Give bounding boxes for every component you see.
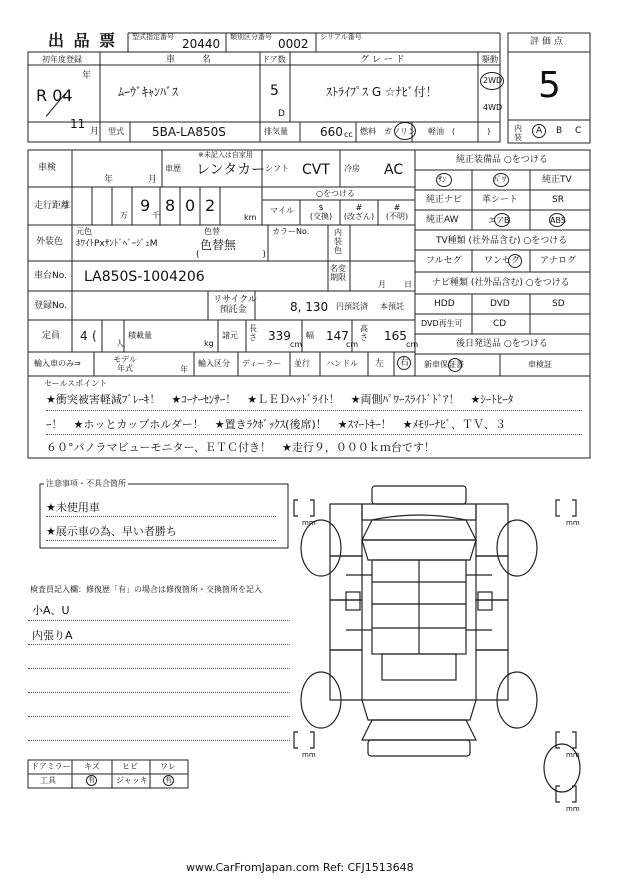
equip-sunroof: ｻﾝ — [438, 175, 446, 184]
tv-label: TV種類 (社外品含む) ○をつける — [436, 236, 568, 246]
form-title: 出 品 票 — [48, 31, 118, 50]
sales-rule-2 — [46, 434, 582, 435]
check-jack-value: 有 — [165, 776, 172, 784]
car-name-label: 車 名 — [166, 55, 223, 65]
mileage-digit-6: 2 — [205, 196, 216, 215]
check-mirror: ドアミラー — [31, 762, 71, 771]
first-reg-month-unit: 月 — [90, 127, 100, 137]
category-label: 類別区分番号 — [230, 33, 272, 41]
name-change-label: 名変期限 — [330, 264, 346, 282]
mileage-digit-4: 8 — [165, 196, 176, 215]
tampered-label: # (改ざん) — [343, 203, 375, 221]
chassis-value: LA850S-1004206 — [84, 269, 205, 285]
length-value: 339 — [268, 329, 291, 343]
notes-line-1: ★未使用車 — [46, 501, 100, 514]
check-jack: ジャッキ — [116, 776, 148, 785]
navi-hdd: HDD — [434, 299, 455, 309]
tire-fl-mm: mm — [302, 519, 316, 527]
inspector-rule-4 — [28, 692, 290, 693]
man-unit: 万 — [120, 211, 128, 220]
tire-fr-mm: mm — [566, 519, 580, 527]
recycle-paid: 円預託済 — [336, 302, 368, 311]
dims-label: 諸元 — [222, 331, 238, 340]
later-warranty: 新車保証書 — [424, 360, 464, 369]
type-no-label: 型式指定番号 — [132, 33, 174, 41]
inspector-line-2: 内張りA — [32, 629, 73, 642]
ac-label: 冷房 — [344, 164, 360, 173]
paint-label: 色替 — [204, 227, 220, 236]
mileage-label: 走行距離 — [34, 201, 71, 211]
check-crack: ヒビ — [122, 762, 138, 771]
interior-grade-c: C — [575, 126, 582, 136]
recycle-unpaid: 本預託 — [380, 302, 404, 311]
first-reg-month: 11 — [70, 117, 86, 131]
color-label: 外装色 — [36, 237, 64, 247]
shaken-month-unit: 月 — [148, 175, 158, 185]
cd-label: CD — [493, 319, 507, 329]
load-label: 積載量 — [128, 331, 152, 340]
interior-label: 内装 — [514, 124, 522, 142]
handle-left: 左 — [375, 359, 385, 369]
height-value: 165 — [384, 329, 407, 343]
door-label: ドア数 — [262, 55, 286, 64]
dvd-play-label: DVD再生可 — [421, 319, 463, 328]
equip-abs: ABS — [550, 216, 566, 225]
shaken-label: 車検 — [38, 163, 57, 173]
tv-fullseg: フルセグ — [426, 256, 462, 266]
name-change-day: 日 — [404, 280, 412, 289]
door-count: 5 — [270, 83, 279, 99]
shift-label: シフト — [265, 164, 289, 173]
tire-spare-mm: mm — [566, 805, 580, 813]
later-shaken: 車検証 — [528, 360, 552, 369]
navi-dvd: DVD — [490, 299, 510, 309]
mileage-digit-5: 0 — [185, 196, 196, 215]
car-name: ﾑｰｳﾞｷｬﾝﾊﾞｽ — [118, 85, 179, 99]
inspector-rule-5 — [28, 716, 290, 717]
unknown-label: # (不明) — [385, 203, 409, 221]
navi-sd: SD — [552, 299, 565, 309]
door-type: D — [278, 109, 285, 119]
score-value: 5 — [538, 65, 561, 106]
handle-right: 右 — [400, 358, 410, 368]
recycle-amount: 8, 130 — [290, 300, 329, 314]
capacity-value: 4 — [80, 329, 88, 343]
import-label: 輸入車のみ⇒ — [34, 359, 81, 368]
drive-4wd: 4WD — [483, 103, 503, 112]
footer-ref: www.CarFromJapan.com Ref: CFJ1513648 — [186, 861, 414, 874]
import-dealer: ディーラー — [242, 359, 282, 368]
grade-label: グ レ ー ド — [360, 55, 405, 65]
fuel-diesel: 軽油 — [428, 127, 444, 136]
equip-power: ﾊﾟﾜ — [494, 175, 506, 184]
inspector-label: 検査員記入欄：修復歴「有」の場合は修復箇所・交換箇所を記入 — [30, 585, 262, 594]
later-label: 後日発送品 ○をつける — [456, 339, 548, 349]
inspector-rule-3 — [28, 668, 290, 669]
registration-label: 登録No. — [34, 301, 67, 311]
use-note: ※未記入は自家用 — [198, 151, 253, 159]
tv-oneseg: ワンセグ — [484, 256, 521, 266]
inspector-rule-6 — [28, 740, 290, 741]
height-unit: cm — [406, 340, 419, 349]
model-label: 型式 — [108, 127, 124, 136]
serial-label: シリアル番号 — [320, 33, 362, 41]
name-change-month: 月 — [378, 280, 386, 289]
length-label: 長さ — [249, 324, 257, 342]
ac-value: AC — [384, 162, 404, 178]
use-value: レンタカー — [196, 162, 266, 178]
check-tools: 工具 — [40, 776, 56, 785]
tv-analog: アナログ — [540, 256, 577, 266]
length-unit: cm — [290, 340, 303, 349]
shaken-year-unit: 年 — [104, 175, 114, 185]
width-label: 幅 — [306, 331, 314, 340]
inspector-rule-2 — [28, 644, 290, 645]
first-reg-era: R 04 — [36, 86, 73, 105]
shift-value: CVT — [302, 162, 330, 178]
model-year-unit: 年 — [180, 365, 188, 374]
check-scratch: キズ — [84, 762, 100, 771]
navi-label: ナビ種類 (社外品含む) ○をつける — [432, 278, 570, 288]
mileage-digit-3: 9 — [140, 196, 151, 215]
displacement-label: 排気量 — [264, 127, 288, 136]
equip-navi: 純正ナビ — [426, 195, 463, 205]
notes-rule-2 — [46, 540, 276, 541]
handle-label: ハンドル — [326, 359, 358, 368]
equip-leather: 革シート — [482, 195, 519, 205]
recycle-label: リサイクル 預託金 — [213, 295, 257, 315]
first-reg-year-unit: 年 — [82, 71, 92, 81]
fuel-gas: ガソリン — [384, 127, 416, 136]
import-division-label: 輸入区分 — [198, 359, 230, 368]
tire-rr-mm: mm — [566, 751, 580, 759]
fuel-label: 燃料 — [360, 127, 376, 136]
fuel-paren: ( ) — [452, 127, 491, 136]
sales-rule-1 — [46, 410, 582, 411]
equip-airbag: エアB — [488, 216, 510, 225]
first-reg-label: 初年度登録 — [42, 55, 82, 64]
model-year-label: モデル 年式 — [113, 355, 137, 373]
inspector-line-1: 小A、U — [32, 604, 70, 617]
displacement-value: 660 — [320, 125, 343, 139]
equip-sr: SR — [552, 195, 564, 205]
interior-grade-a: A — [536, 126, 543, 136]
interior-color-label: 内装色 — [334, 228, 342, 255]
width-unit: cm — [346, 340, 359, 349]
chassis-label: 車台No. — [34, 271, 67, 281]
km-unit: km — [244, 213, 257, 222]
capacity-label: 定員 — [42, 331, 61, 341]
genuine-label: 純正装備品 ○をつける — [456, 155, 548, 165]
equip-aw: 純正AW — [426, 215, 459, 225]
use-label: 車歴 — [165, 164, 181, 173]
exchange-label: $ (交換) — [309, 203, 333, 221]
type-no: 20440 — [182, 37, 221, 51]
import-parallel: 並行 — [294, 359, 310, 368]
check-tools-value: 有 — [88, 776, 95, 784]
equip-tv: 純正TV — [542, 175, 572, 185]
score-label: 評 価 点 — [530, 37, 563, 47]
capacity-unit: 人 — [116, 339, 124, 348]
sales-line-1: ★衝突被害軽減ﾌﾞﾚｰｷ！ ★ｺｰﾅｰｾﾝｻｰ！ ★ＬＥＤﾍｯﾄﾞﾗｲﾄ！ ★両側ﾊﾟﾜｰｽﾗｲﾄﾞﾄﾞｱ！ ★ｼｰﾄﾋｰﾀ — [46, 393, 514, 406]
check-break: ワレ — [160, 762, 176, 771]
notes-line-2: ★展示車の為、早い者勝ち — [46, 525, 177, 538]
drive-2wd: 2WD — [483, 76, 503, 85]
sales-line-3: ６０°パノラマビューモニター、ＥＴＣ付き！ ★走行９，０００ｋｍ台です！ — [46, 441, 435, 454]
width-value: 147 — [326, 329, 349, 343]
orig-color: ﾎﾜｲﾄPxｻﾝﾄﾞﾍﾞｰｼﾞｭM — [76, 239, 158, 249]
interior-grade-b: B — [556, 126, 563, 136]
color-no-label: カラーNo. — [272, 227, 310, 236]
sales-line-2: ｰ！ ★ホッとカップホルダー！ ★置きﾗｸﾎﾞｯｸｽ(後席)！ ★ｽﾏｰﾄｷｰ！ ★ﾒﾓﾘｰﾅﾋﾞ、ＴＶ、３ — [46, 418, 506, 431]
paint-paren: ( ) — [196, 250, 267, 260]
notes-rule-1 — [46, 516, 276, 517]
sales-label: セールスポイント — [44, 379, 108, 388]
orig-color-label: 元色 — [76, 227, 92, 236]
inspector-rule-1 — [28, 620, 290, 621]
load-unit: kg — [204, 339, 214, 348]
notes-label: 注意事項・不具合箇所 — [46, 479, 126, 488]
category-no: 0002 — [278, 37, 309, 51]
mile-label: マイル — [270, 206, 294, 215]
grade-value: ｽﾄﾗｲﾌﾟｽ G ☆ﾅﾋﾞ付！ — [326, 85, 438, 99]
displacement-unit: cc — [344, 130, 353, 139]
tire-rl-mm: mm — [302, 751, 316, 759]
height-label: 高さ — [360, 324, 368, 342]
paint-value: 色替無 — [200, 238, 237, 252]
sen-unit: 千 — [152, 211, 160, 220]
model-value: 5BA-LA850S — [152, 125, 226, 139]
capacity-paren: ( — [92, 329, 97, 343]
vehicle-diagram — [294, 486, 580, 802]
mile-check-label: ○をつける — [316, 189, 355, 198]
drive-label: 駆動 — [482, 55, 498, 64]
